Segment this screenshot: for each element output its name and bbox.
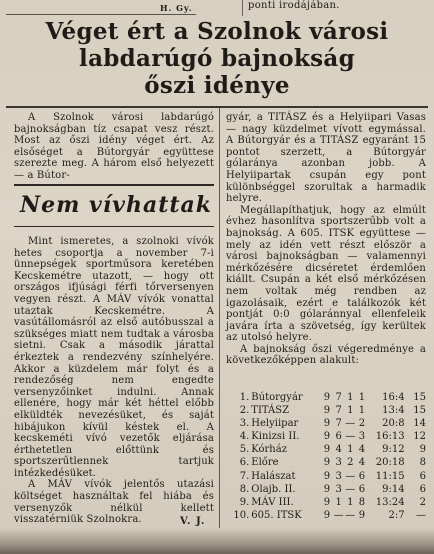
goals-cell: 20:8 [382, 418, 405, 430]
played-cell: 9 [323, 392, 331, 403]
page-fold-shadow [0, 528, 434, 554]
lost-cell: 4 [358, 444, 366, 456]
points-cell: — [415, 509, 426, 521]
won-cell: 7 [335, 405, 342, 417]
rank-cell: 5. [239, 444, 250, 456]
league-intro-paragraph: A Szolnok városi labdarúgó bajnokságban tíz csapat vesz részt. Most az őszi idény véget ért. Az elsőséget a Bútorgyár együttese szerezte meg. A három első helyezett — a Bútor- [14, 112, 214, 181]
points-cell: 6 [419, 470, 426, 482]
team-cell: Halászat [251, 470, 296, 482]
points-cell: 14 [413, 418, 426, 430]
headline-line-2: labdarúgó bajnokság [79, 45, 355, 73]
headline-line-3: őszi idénye [144, 72, 290, 100]
team-cell: Kórház [251, 444, 287, 456]
won-cell: 3 [335, 457, 342, 469]
goals-cell: 16:4 [382, 392, 405, 403]
won-cell: 3 [335, 483, 342, 495]
team-cell: Helyiipar [251, 418, 299, 430]
table-row [226, 404, 426, 417]
played-cell: 9 [323, 418, 331, 430]
lost-cell: 6 [358, 483, 366, 495]
rank-cell: 8. [239, 483, 250, 495]
lost-cell: 8 [358, 496, 366, 508]
lost-cell: 1 [358, 392, 366, 403]
won-cell: 4 [335, 444, 342, 456]
table-row [226, 430, 426, 443]
drawn-cell: — [345, 470, 356, 482]
main-headline [8, 18, 426, 99]
table-row [226, 443, 426, 456]
subhead-rule-top [14, 184, 214, 186]
league-paragraph-1: gyár, a TITÁSZ és a Helyiipari Vasas — nagy küzdelmet vívott egymással. A Bútorgyár és a TITÁSZ egyaránt 15 pontot szerzett, a Bútorgyár gólaránya azonban jobb. A Helyiipartak csupán egy pont különbséggel szorultak a harmadik helyre. [226, 112, 426, 205]
drawn-cell: 1 [347, 496, 354, 508]
goals-cell: 9:12 [382, 444, 405, 456]
table-row [226, 483, 426, 496]
league-paragraph-2: Megállapíthatjuk, hogy az elmúlt évhez hasonlítva sportszerűbb volt a bajnokság. A 605. ITSK együttese — mely az idén vett részt először a városi bajnokságban — valamennyi mérkőzésére dicséretet érdemlően kiállt. Csupán a két első mérkőzésen nem voltak még rendben az igazolásaik, ezért e találkozók két pontját 0:0 gólaránnyal ellenfeleik javára írta a szövetség, így kerültek az utolsó helyre. [226, 204, 426, 344]
drawn-cell: 1 [347, 444, 354, 456]
goals-cell: 13:24 [375, 496, 405, 508]
won-cell: — [333, 509, 344, 521]
lost-cell: 6 [358, 470, 366, 482]
previous-byline: H. Gy. [160, 3, 193, 13]
rank-cell: 4. [239, 431, 250, 443]
rank-cell: 9. [239, 496, 250, 508]
table-row [226, 496, 426, 509]
played-cell: 9 [323, 509, 331, 521]
points-cell: 9 [419, 444, 426, 456]
points-cell: 8 [419, 457, 426, 469]
rank-cell: 10. [233, 509, 250, 521]
fencing-article-title: Nem vívhattak [20, 192, 213, 218]
goals-cell: 9:14 [382, 483, 405, 495]
drawn-cell: 1 [347, 405, 354, 417]
subhead-rule-bottom [14, 226, 214, 227]
rank-cell: 6. [239, 457, 250, 469]
goals-cell: 20:18 [375, 457, 405, 469]
played-cell: 9 [323, 431, 331, 443]
won-cell: 7 [335, 418, 342, 430]
fencing-signature: V. J. [180, 516, 206, 527]
points-cell: 15 [413, 392, 426, 403]
previous-article-snippet: ponti irodájában. [248, 0, 340, 11]
won-cell: 1 [335, 496, 342, 508]
goals-cell: 11:15 [375, 470, 405, 482]
played-cell: 9 [323, 444, 331, 456]
fencing-paragraph-1: Mint ismeretes, a szolnoki vívók hetes csoportja a november 7-i ünnepségek sportműsora keretében Kecskemétre utazott, — hogy ott országos ifjúsági férfi tőrversenyen vegyen részt. A MÁV vívók vonattal utaztak Kecskemétre. A vasútállomásról az első autóbusszal a szükséges miatt nem tudtak a városba sietni. Csak a második járattal érkeztek a rendezvény színhelyére. Akkor a küzdelem már folyt és a rendezőség nem engedte versenyzőinket indulni. Annak ellenére, hogy már két héttel előbb elküldték nevezésüket, és saját hibájukon kívül késtek el. A kecskeméti vívó vezetők eljárása érthetetlen előttünk és sportszerűtlennek tartjuk intézkedésüket. [14, 236, 214, 479]
rank-cell: 1. [239, 392, 250, 403]
drawn-cell: — [345, 418, 356, 430]
fencing-paragraph-2: A MÁV vívók jelentős utazási költséget használtak fel hiába és versenyzők nélkül kellett visszatérniük Szolnokra. [14, 479, 214, 526]
team-cell: Előre [251, 457, 279, 469]
won-cell: 6 [335, 431, 342, 443]
points-cell: 2 [419, 496, 426, 508]
points-cell: 12 [413, 431, 426, 443]
drawn-cell: 1 [347, 392, 354, 403]
top-column-divider [242, 0, 243, 16]
team-cell: Kinizsi II. [251, 431, 300, 443]
lost-cell: 4 [358, 457, 366, 469]
played-cell: 9 [323, 405, 331, 417]
league-article-intro [14, 112, 214, 182]
fencing-article-body [14, 236, 214, 526]
lost-cell: 1 [358, 405, 366, 417]
goals-cell: 16:13 [375, 431, 405, 443]
drawn-cell: 2 [347, 457, 354, 469]
headline-rule [6, 106, 428, 108]
team-cell: 605. ITSK [251, 509, 302, 521]
points-cell: 15 [413, 405, 426, 417]
team-cell: TITÁSZ [251, 405, 290, 417]
goals-cell: 13:4 [382, 405, 405, 417]
table-row [226, 470, 426, 483]
drawn-cell: — [345, 509, 356, 521]
goals-cell: 2:7 [388, 509, 405, 521]
lost-cell: 2 [358, 418, 366, 430]
played-cell: 9 [323, 496, 331, 508]
played-cell: 9 [323, 483, 331, 495]
won-cell: 3 [335, 470, 342, 482]
drawn-cell: — [345, 483, 356, 495]
table-row [226, 391, 426, 404]
rank-cell: 2. [239, 405, 250, 417]
rank-cell: 7. [239, 470, 250, 482]
won-cell: 7 [335, 392, 342, 403]
team-cell: MÁV III. [251, 496, 294, 508]
league-article-continued [226, 112, 426, 367]
league-paragraph-3: A bajnokság őszi végeredménye a következőképpen alakult: [226, 343, 426, 367]
table-row [226, 509, 426, 522]
drawn-cell: — [345, 431, 356, 443]
lost-cell: 3 [358, 431, 366, 443]
rank-cell: 3. [239, 418, 250, 430]
table-row [226, 456, 426, 469]
column-divider [219, 108, 220, 528]
table-row [226, 417, 426, 430]
standings-table [226, 391, 426, 522]
headline-line-1: Véget ért a Szolnok városi [45, 18, 389, 45]
lost-cell: 9 [358, 509, 366, 521]
played-cell: 9 [323, 457, 331, 469]
team-cell: Bútorgyár [251, 392, 303, 403]
points-cell: 6 [419, 483, 426, 495]
played-cell: 9 [323, 470, 331, 482]
team-cell: Olajb. II. [251, 483, 296, 495]
